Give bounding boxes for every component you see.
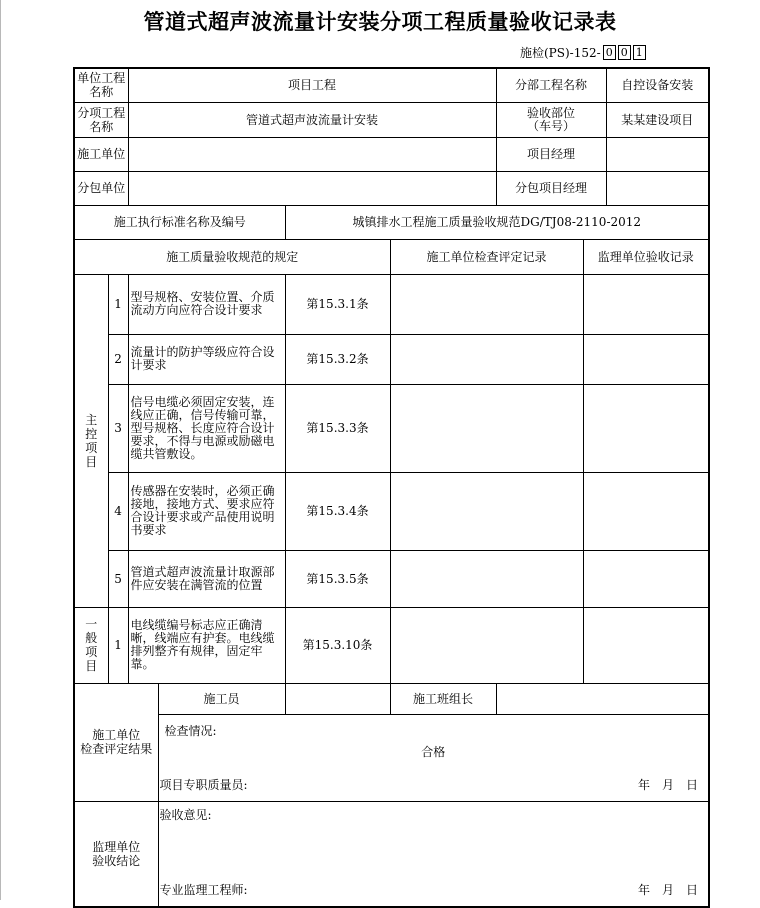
check-situation-block <box>159 715 709 769</box>
date-month: 月 <box>662 882 675 897</box>
item-clause: 第15.3.10条 <box>285 607 390 683</box>
engineer-sign-cell <box>158 856 709 907</box>
subcontract-label: 分包单位 <box>74 171 128 205</box>
engineer-sign-block <box>159 856 709 906</box>
item-description: 流量计的防护等级应符合设计要求 <box>128 334 285 384</box>
supervision-section-label: 监理单位 验收结论 <box>74 801 158 907</box>
item-description: 信号电缆必须固定安装，连线应正确，信号传输可靠，型号规格、长度应符合设计要求，不得与电源或励磁电缆共管敷设。 <box>128 384 285 472</box>
opinion-block <box>159 802 709 856</box>
opinion-cell <box>158 801 709 856</box>
date-year: 年 <box>638 882 651 897</box>
check-situation-cell <box>158 714 709 769</box>
date-month: 月 <box>662 777 675 792</box>
supervision-sign-row <box>74 856 709 907</box>
engineer-date <box>626 883 698 897</box>
standard-value: 城镇排水工程施工质量验收规范DG/TJ08-2110-2012 <box>285 205 709 239</box>
date-day: 日 <box>686 882 699 897</box>
header-row-subcontract <box>74 171 709 205</box>
item-clause: 第15.3.3条 <box>285 384 390 472</box>
unit-project-label: 单位工程名称 <box>74 68 128 102</box>
document-code-digit: 1 <box>633 45 646 60</box>
result-check-row <box>74 714 709 769</box>
supervisor-check-cell[interactable] <box>583 550 709 607</box>
column-header-spec: 施工质量验收规范的规定 <box>74 239 390 274</box>
main-item-row <box>74 274 709 334</box>
result-sign-row <box>74 769 709 802</box>
item-number: 5 <box>108 550 128 607</box>
subcontract-value[interactable] <box>128 171 496 205</box>
general-group-text: 一般项目 <box>85 617 98 673</box>
subitem-label: 分项工程名称 <box>74 102 128 137</box>
result-staff-row <box>74 683 709 714</box>
supervisor-check-cell[interactable] <box>583 384 709 472</box>
item-description: 管道式超声波流量计取源部件应安装在满管流的位置 <box>128 550 285 607</box>
inspector-sign-cell <box>158 769 709 802</box>
part-value[interactable]: 某某建设项目 <box>606 102 709 137</box>
item-number: 1 <box>108 274 128 334</box>
date-year: 年 <box>638 777 651 792</box>
item-clause: 第15.3.1条 <box>285 274 390 334</box>
standard-label: 施工执行标准名称及编号 <box>74 205 285 239</box>
column-header-supervisor: 监理单位验收记录 <box>583 239 709 274</box>
construction-unit-value[interactable] <box>128 137 496 171</box>
worker-label: 施工员 <box>158 683 285 714</box>
item-description: 传感器在安装时，必须正确接地，接地方式、要求应符合设计要求或产品使用说明书要求 <box>128 472 285 550</box>
document-code-prefix: 施检(PS)-152- <box>520 45 601 60</box>
supervision-opinion-row <box>74 801 709 856</box>
inspection-form-table <box>73 67 710 908</box>
page-edge-line <box>0 0 1 900</box>
contractor-check-cell[interactable] <box>390 334 583 384</box>
inspector-label: 项目专职质量员: <box>159 777 248 792</box>
main-item-row <box>74 334 709 384</box>
check-label: 检查情况: <box>164 723 217 738</box>
item-description: 电线缆编号标志应正确清晰，线端应有护套。电线缆排列整齐有规律，固定牢靠。 <box>128 607 285 683</box>
main-group-label <box>74 274 108 607</box>
part-label: 验收部位 （车号） <box>496 102 606 137</box>
item-number: 4 <box>108 472 128 550</box>
worker-value[interactable] <box>285 683 390 714</box>
document-code <box>520 43 646 61</box>
item-clause: 第15.3.4条 <box>285 472 390 550</box>
form-title: 管道式超声波流量计安装分项工程质量验收记录表 <box>143 10 617 34</box>
contractor-check-cell[interactable] <box>390 384 583 472</box>
contractor-check-cell[interactable] <box>390 472 583 550</box>
header-row-subitem <box>74 102 709 137</box>
division-label: 分部工程名称 <box>496 68 606 102</box>
pm-label: 项目经理 <box>496 137 606 171</box>
contractor-check-cell[interactable] <box>390 550 583 607</box>
supervisor-check-cell[interactable] <box>583 607 709 683</box>
division-value[interactable]: 自控设备安装 <box>606 68 709 102</box>
date-day: 日 <box>686 777 699 792</box>
column-header-row <box>74 239 709 274</box>
item-description: 型号规格、安装位置、介质流动方向应符合设计要求 <box>128 274 285 334</box>
general-item-row <box>74 607 709 683</box>
sub-pm-label: 分包项目经理 <box>496 171 606 205</box>
header-row-construction <box>74 137 709 171</box>
contractor-check-cell[interactable] <box>390 274 583 334</box>
team-leader-value[interactable] <box>496 683 709 714</box>
construction-unit-label: 施工单位 <box>74 137 128 171</box>
main-group-text: 主控项目 <box>85 412 98 469</box>
inspector-date <box>626 778 698 792</box>
general-group-label <box>74 607 108 683</box>
item-number: 2 <box>108 334 128 384</box>
contractor-check-cell[interactable] <box>390 607 583 683</box>
engineer-label: 专业监理工程师: <box>159 882 248 897</box>
opinion-label: 验收意见: <box>159 807 212 822</box>
document-code-digit: 0 <box>603 45 616 60</box>
sub-pm-value[interactable] <box>606 171 709 205</box>
supervisor-check-cell[interactable] <box>583 334 709 384</box>
document-code-digit: 0 <box>618 45 631 60</box>
result-section-label: 施工单位 检查评定结果 <box>74 683 158 801</box>
check-result[interactable]: 合格 <box>421 744 446 759</box>
item-number: 1 <box>108 607 128 683</box>
team-leader-label: 施工班组长 <box>390 683 496 714</box>
header-row-unit <box>74 68 709 102</box>
pm-value[interactable] <box>606 137 709 171</box>
main-item-row <box>74 550 709 607</box>
column-header-contractor: 施工单位检查评定记录 <box>390 239 583 274</box>
supervisor-check-cell[interactable] <box>583 472 709 550</box>
inspector-sign-block <box>159 769 709 801</box>
item-clause: 第15.3.5条 <box>285 550 390 607</box>
supervisor-check-cell[interactable] <box>583 274 709 334</box>
subitem-value[interactable]: 管道式超声波流量计安装 <box>128 102 496 137</box>
item-number: 3 <box>108 384 128 472</box>
item-clause: 第15.3.2条 <box>285 334 390 384</box>
header-row-standard <box>74 205 709 239</box>
main-item-row <box>74 472 709 550</box>
main-item-row <box>74 384 709 472</box>
unit-project-value[interactable]: 项目工程 <box>128 68 496 102</box>
